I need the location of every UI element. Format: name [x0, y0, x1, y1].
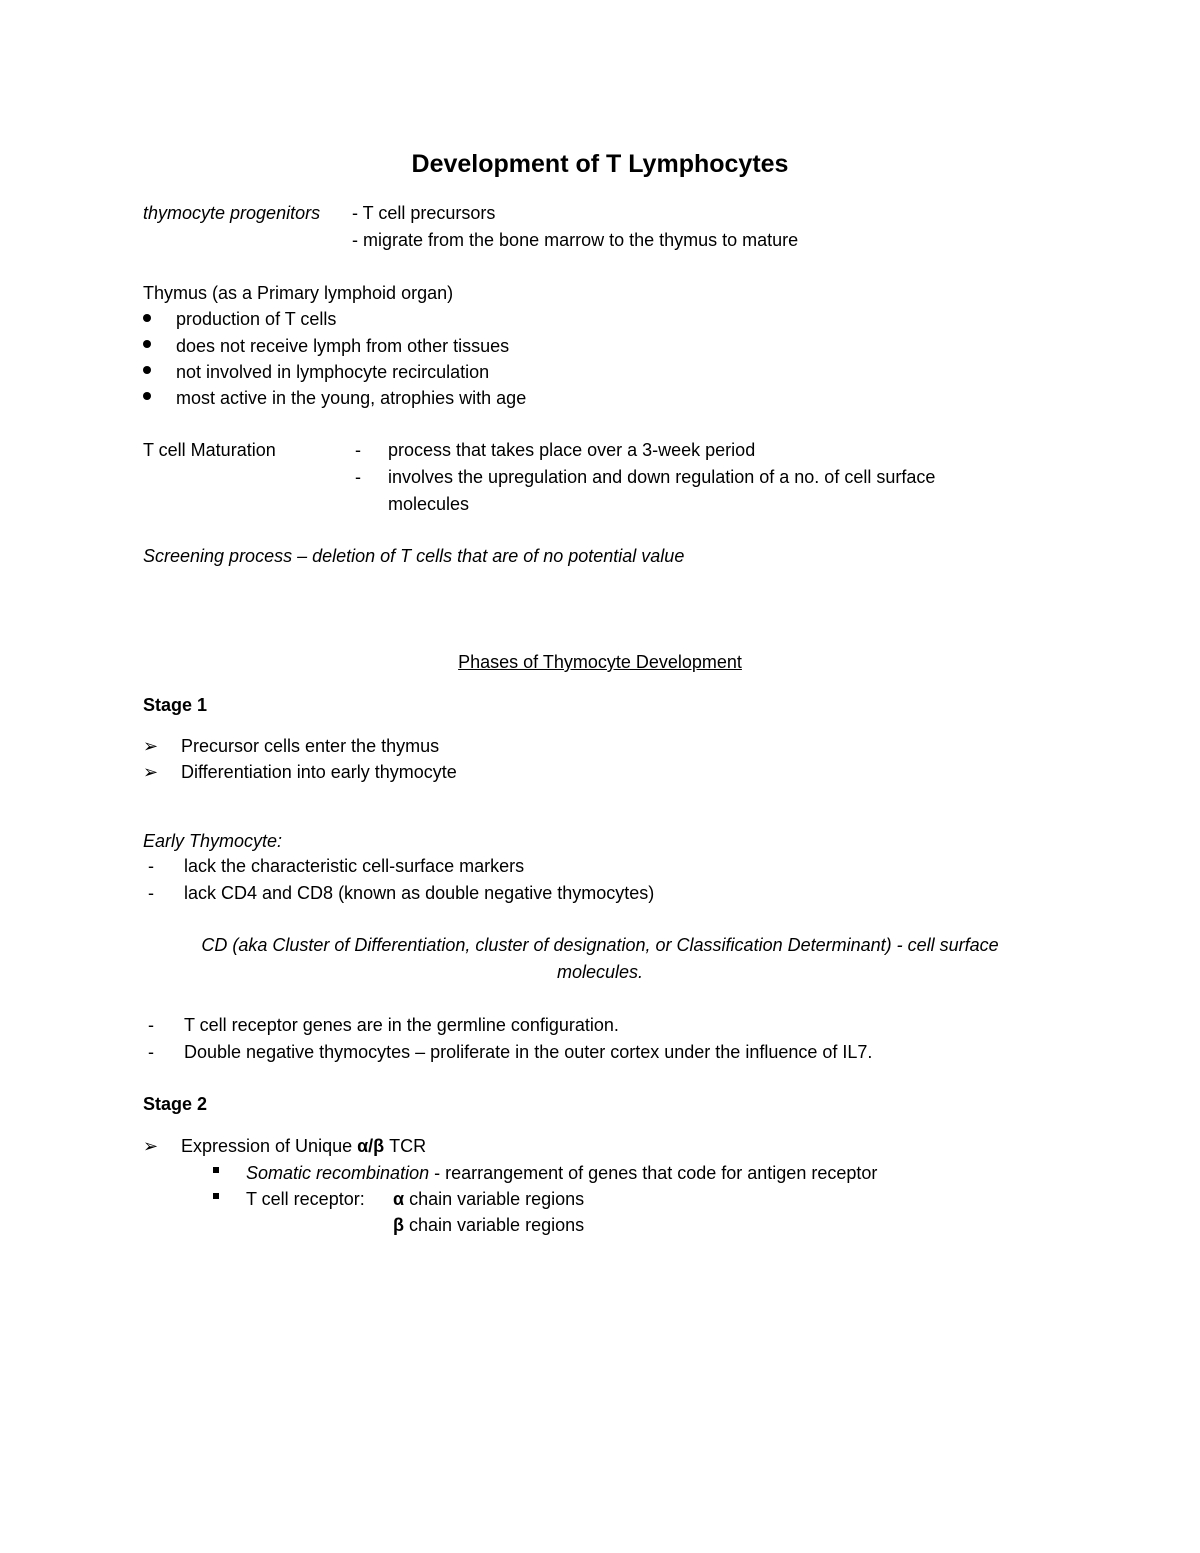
dash-marker: - — [148, 1015, 154, 1035]
document-title: Development of T Lymphocytes — [411, 150, 789, 178]
stage-2-item-prefix: Expression of Unique — [181, 1136, 358, 1156]
dash-marker: - — [148, 856, 154, 876]
somatic-recombination-item — [246, 1160, 877, 1186]
alpha-chain-line — [393, 1186, 584, 1212]
stage-1-item: Precursor cells enter the thymus — [181, 736, 440, 756]
phases-heading: Phases of Thymocyte Development — [458, 652, 742, 672]
arrow-bullet-icon: ➢ — [143, 762, 159, 782]
stage-2-item-suffix: TCR — [384, 1136, 427, 1156]
square-bullet-icon — [213, 1167, 219, 1173]
dash-marker: - — [148, 883, 154, 903]
early-item: lack the characteristic cell-surface markers — [184, 856, 525, 876]
screening-note: Screening process – deletion of T cells that are of no potential value — [143, 546, 685, 566]
cd-note-line-2: molecules. — [556, 962, 644, 982]
bullet-icon — [143, 314, 151, 322]
beta-chain-line — [393, 1212, 584, 1238]
dash-marker: - — [355, 440, 361, 460]
progenitors-line-2: - migrate from the bone marrow to the thymus to mature — [352, 230, 799, 250]
maturation-line-1: process that takes place over a 3-week period — [388, 440, 756, 460]
somatic-recombination-desc: - rearrangement of genes that code for antigen receptor — [429, 1163, 878, 1183]
maturation-line-3: molecules — [388, 494, 470, 514]
square-bullet-icon — [213, 1193, 219, 1199]
thymus-item: not involved in lymphocyte recirculation — [176, 362, 490, 382]
alpha-beta-symbol: α/β — [357, 1136, 385, 1156]
dash-marker: - — [148, 1042, 154, 1062]
thymus-item: production of T cells — [176, 309, 337, 329]
progenitors-term: thymocyte progenitors — [143, 203, 321, 223]
maturation-term: T cell Maturation — [143, 440, 276, 460]
stage-2-heading: Stage 2 — [143, 1094, 208, 1114]
alpha-symbol: α — [393, 1189, 405, 1209]
stage-1-item: Differentiation into early thymocyte — [181, 762, 457, 782]
bullet-icon — [143, 340, 151, 348]
progenitors-line-1: - T cell precursors — [352, 203, 496, 223]
tcr-item: T cell receptor genes are in the germline configuration. — [184, 1015, 619, 1035]
beta-symbol: β — [393, 1215, 404, 1235]
tcr-item: Double negative thymocytes – proliferate in the outer cortex under the influence of IL7. — [184, 1042, 873, 1062]
arrow-bullet-icon: ➢ — [143, 1136, 159, 1156]
somatic-recombination-term: Somatic recombination — [246, 1163, 430, 1183]
early-thymocyte-heading: Early Thymocyte: — [143, 831, 283, 851]
alpha-chain-text: chain variable regions — [404, 1189, 585, 1209]
thymus-item: most active in the young, atrophies with age — [176, 388, 527, 408]
bullet-icon — [143, 392, 151, 400]
tcr-receptor-label: T cell receptor: — [246, 1189, 365, 1209]
stage-2-item — [181, 1133, 426, 1159]
bullet-icon — [143, 366, 151, 374]
beta-chain-text: chain variable regions — [404, 1215, 585, 1235]
maturation-line-2: involves the upregulation and down regulation of a no. of cell surface — [388, 467, 936, 487]
early-item: lack CD4 and CD8 (known as double negative thymocytes) — [184, 883, 655, 903]
thymus-heading: Thymus (as a Primary lymphoid organ) — [143, 283, 454, 303]
cd-note-line-1: CD (aka Cluster of Differentiation, cluster of designation, or Classification Determinant) - cell surface — [201, 935, 999, 955]
thymus-item: does not receive lymph from other tissues — [176, 336, 510, 356]
stage-1-heading: Stage 1 — [143, 695, 208, 715]
dash-marker: - — [355, 467, 361, 487]
arrow-bullet-icon: ➢ — [143, 736, 159, 756]
